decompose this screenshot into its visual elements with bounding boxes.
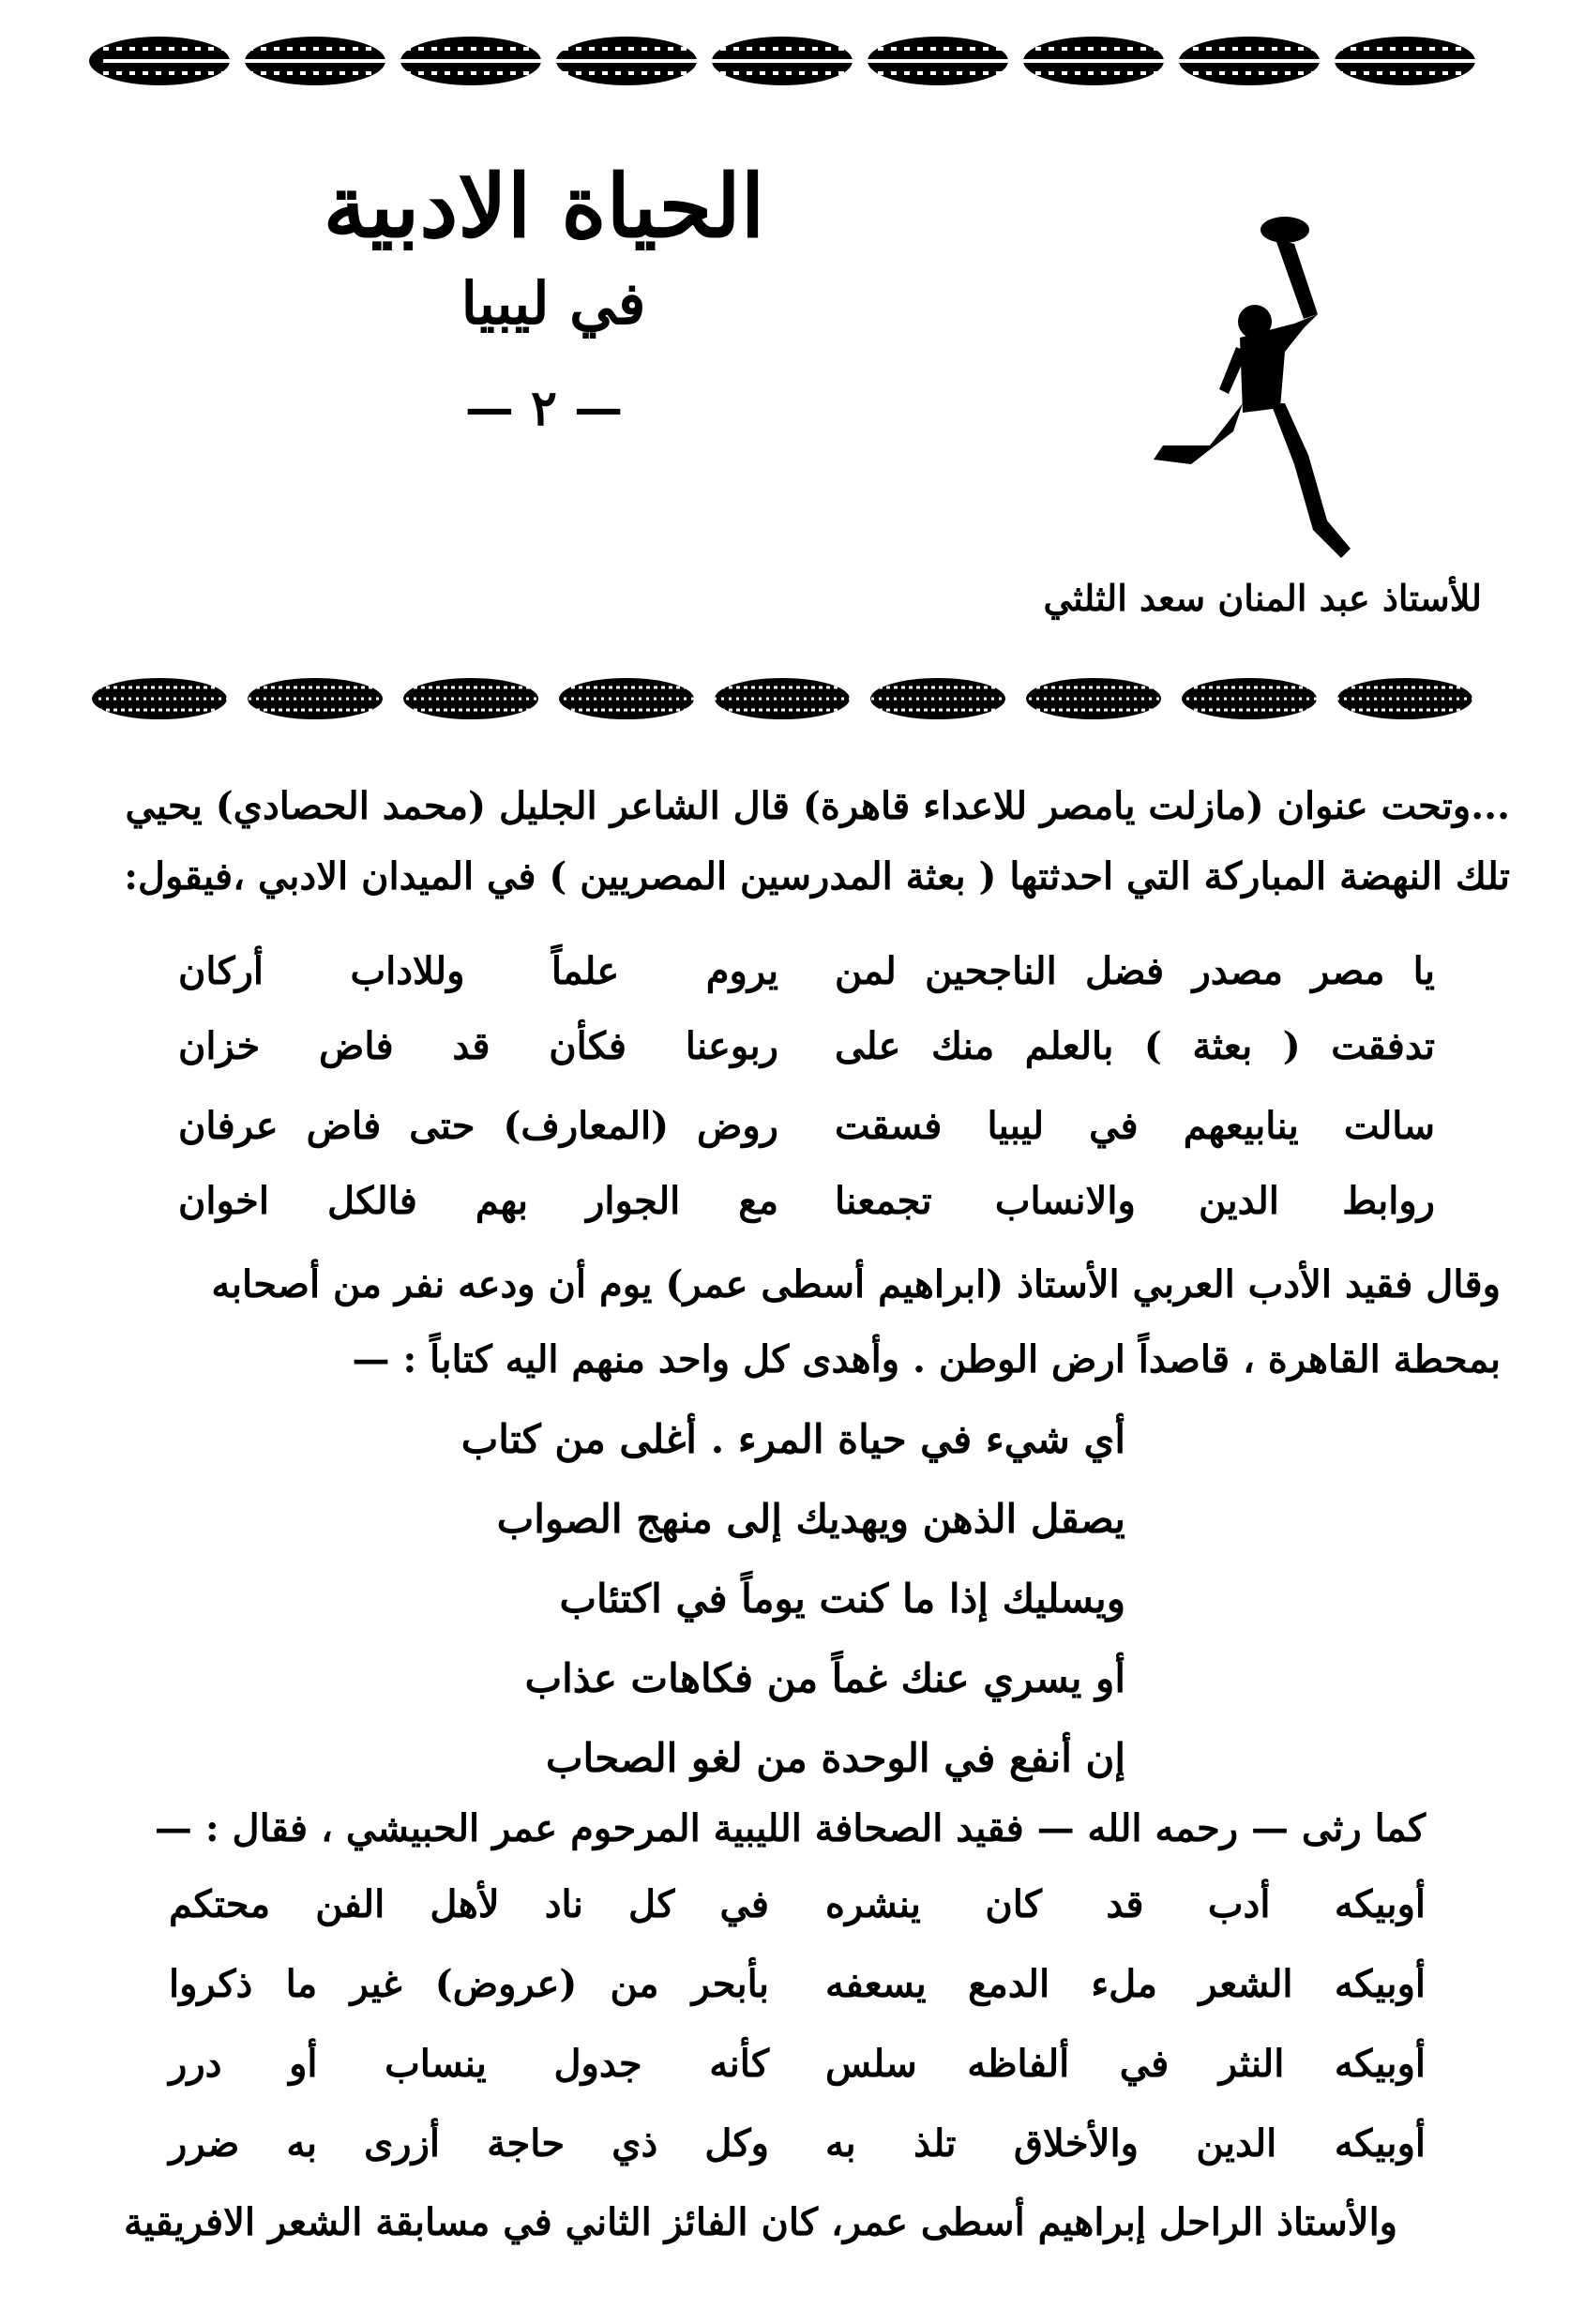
- poem1-verse-1-second: يروم علماً وللاداب أركان: [178, 949, 778, 993]
- poem3-verse-1-first: أوبيكه أدب قد كان ينشره: [825, 1882, 1426, 1926]
- poem3-verse-2-first: أوبيكه الشعر ملء الدمع يسعفه: [825, 1962, 1426, 2006]
- poem3-verse-1-second: في كل ناد لأهل الفن محتكم: [169, 1882, 769, 1926]
- poem3-verse-4-second: وكل ذي حاجة أزرى به ضرر: [169, 2121, 769, 2166]
- intro-line-2: تلك النهضة المباركة التي احدثتها ( بعثة المدرسين المصريين ) في الميدان الادبي ،فيقول:: [124, 854, 1510, 898]
- mid2-line: كما رثى — رحمه الله — فقيد الصحافة الليبية المرحوم عمر الحبيشي ، فقال : —: [154, 1806, 1426, 1850]
- poem1-verse-3-first: سالت ينابيعهم في ليبيا فسقت: [835, 1104, 1435, 1148]
- mid-line-2: بمحطة القاهرة ، قاصداً ارض الوطن . وأهدى كل واحد منهم اليه كتاباً : —: [352, 1337, 1501, 1381]
- article-title: الحياة الادبية: [323, 156, 765, 257]
- poem1-verse-2-second: ربوعنا فكأن قد فاض خزان: [178, 1024, 778, 1068]
- poem1-verse: [178, 1172, 1435, 1230]
- poem1-verse: [178, 1018, 1435, 1076]
- poem3-verse: [169, 2035, 1426, 2093]
- author-byline: للأستاذ عبد المنان سعد الثلثي: [1043, 577, 1482, 619]
- part-number: — ٢ —: [464, 380, 624, 437]
- poem1-verse: [178, 1097, 1435, 1155]
- poem2-line-2: يصقل الذهن ويهديك إلى منهج الصواب: [496, 1496, 1125, 1542]
- top-ornament-border: [84, 28, 1501, 94]
- closing-line: والأستاذ الراحل إبراهيم أسطى عمر، كان الفائز الثاني في مسابقة الشعر الافريقية: [124, 2200, 1397, 2244]
- poem1-verse-2-first: تدفقت ( بعثة ) بالعلم منك على: [835, 1024, 1435, 1068]
- poem3-verse-4-first: أوبيكه الدين والأخلاق تلذ به: [825, 2121, 1426, 2166]
- poem1-verse-4-first: روابط الدين والانساب تجمعنا: [835, 1179, 1435, 1223]
- poem3-verse-3-second: كأنه جدول ينساب أو درر: [169, 2042, 769, 2086]
- poem3-verse: [169, 1876, 1426, 1934]
- mid-ornament-border: [84, 671, 1501, 727]
- poem3-verse: [169, 2115, 1426, 2173]
- poem2-line-3: ويسليك إذا ما كنت يوماً في اكتئاب: [559, 1576, 1125, 1622]
- article-subtitle: في ليبيا: [460, 269, 646, 338]
- runner-illustration: [1154, 211, 1397, 577]
- poem1-verse-3-second: روض (المعارف) حتى فاض عرفان: [178, 1104, 778, 1148]
- poem2-line-1: أي شيء في حياة المرء . أغلى من كتاب: [460, 1416, 1125, 1462]
- mid-line-1: وقال فقيد الأدب العربي الأستاذ (ابراهيم أسطى عمر) يوم أن ودعه نفر من أصحابه: [211, 1262, 1501, 1306]
- poem3-verse: [169, 1955, 1426, 2014]
- poem3-verse-3-first: أوبيكه النثر في ألفاظه سلس: [825, 2042, 1426, 2086]
- intro-line-1: ...وتحت عنوان (مازلت يامصر للاعداء قاهرة) قال الشاعر الجليل (محمد الحصادي) يحيي: [125, 784, 1510, 828]
- poem2-line-5: إن أنفع في الوحدة من لغو الصحاب: [545, 1735, 1125, 1781]
- poem1-verse-1-first: يا مصر مصدر فضل الناجحين لمن: [835, 949, 1435, 993]
- poem1-verse-4-second: مع الجوار بهم فالكل اخوان: [178, 1179, 778, 1223]
- poem2-line-4: أو يسري عنك غماً من فكاهات عذاب: [524, 1655, 1125, 1701]
- poem1-verse: [178, 943, 1435, 1001]
- poem3-verse-2-second: بأبحر من (عروض) غير ما ذكروا: [169, 1962, 769, 2006]
